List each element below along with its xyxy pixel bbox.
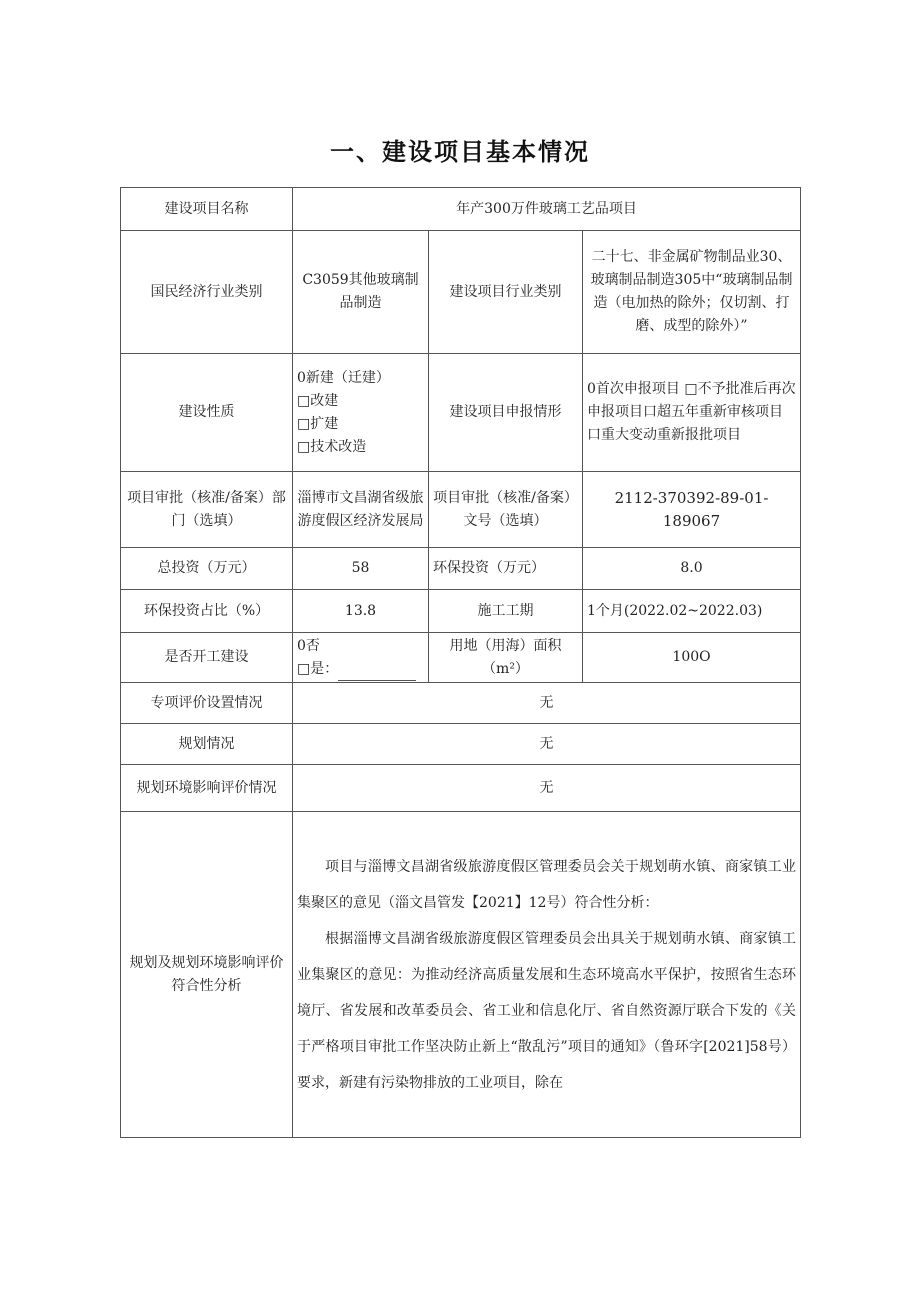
label-planning: 规划情况 bbox=[121, 724, 293, 765]
label-project-industry-category: 建设项目行业类别 bbox=[429, 231, 583, 354]
option-rebuild: □改建 bbox=[297, 392, 339, 409]
label-construction-period: 施工工期 bbox=[429, 590, 583, 633]
row-ratio bbox=[121, 590, 801, 633]
label-special-eval: 专项评价设置情况 bbox=[121, 683, 293, 724]
label-env-investment: 环保投资（万元） bbox=[429, 548, 583, 590]
label-approval-number: 项目审批（核准/备案）文号（选填） bbox=[429, 472, 583, 548]
option-yes: □是： bbox=[297, 660, 339, 677]
analysis-paragraph-1: 项目与淄博文昌湖省级旅游度假区管理委员会关于规划萌水镇、商家镇工业集聚区的意见（淄文昌管发【2021】12号）符合性分析： bbox=[297, 858, 797, 911]
page-title: 一、建设项目基本情况 bbox=[330, 138, 590, 166]
project-info-table bbox=[120, 187, 801, 1138]
analysis-paragraph-2: 根据淄博文昌湖省级旅游度假区管理委员会出具关于规划萌水镇、商家镇工业集聚区的意见：为推动经济高质量发展和生态环境高水平保护，按照省生态环境厅、省发展和改革委员会、省工业和信息化厅、省自然资源厅联合下发的《关于严格项目审批工作坚决防止新上“散乱污”项目的通知》（鲁环字[2021]58号）要求，新建有污染物排放的工业项目，除在 bbox=[297, 930, 797, 1091]
value-special-eval: 无 bbox=[293, 683, 801, 724]
value-land-area: 100O bbox=[583, 633, 801, 683]
row-started bbox=[121, 633, 801, 683]
row-project-name bbox=[121, 188, 801, 231]
option-expand: □扩建 bbox=[297, 415, 339, 432]
label-construction-nature: 建设性质 bbox=[121, 354, 293, 472]
row-special-eval bbox=[121, 683, 801, 724]
label-declaration-type: 建设项目申报情形 bbox=[429, 354, 583, 472]
label-industry-category: 国民经济行业类别 bbox=[121, 231, 293, 354]
label-analysis: 规划及规划环境影响评价符合性分析 bbox=[121, 812, 293, 1138]
value-industry-category: C3059其他玻璃制品制造 bbox=[293, 231, 429, 354]
value-approval-dept: 淄博市文昌湖省级旅游度假区经济发展局 bbox=[293, 472, 429, 548]
option-yes-line bbox=[297, 658, 424, 681]
value-project-name: 年产300万件玻璃工艺品项目 bbox=[293, 188, 801, 231]
value-declaration-type: 0首次申报项目 □不予批准后再次申报项目口超五年重新审核项目口重大变动重新报批项目 bbox=[583, 354, 801, 472]
value-approval-number: 2112-370392-89-01-189067 bbox=[583, 472, 801, 548]
row-nature bbox=[121, 354, 801, 472]
label-approval-dept: 项目审批（核准/备案）部门（选填） bbox=[121, 472, 293, 548]
option-tech-upgrade: □技术改造 bbox=[297, 438, 367, 455]
row-investment bbox=[121, 548, 801, 590]
value-planning-env: 无 bbox=[293, 765, 801, 812]
analysis-content bbox=[293, 812, 801, 1138]
value-project-industry-category: 二十七、非金属矿物制品业30、玻璃制品制造305中“玻璃制品制造（电加热的除外；仅切割、打磨、成型的除外）” bbox=[583, 231, 801, 354]
label-land-area: 用地（用海）面积（m²） bbox=[429, 633, 583, 683]
yes-blank-line bbox=[338, 666, 416, 681]
label-planning-env: 规划环境影响评价情况 bbox=[121, 765, 293, 812]
label-total-investment: 总投资（万元） bbox=[121, 548, 293, 590]
options-started bbox=[293, 633, 429, 683]
row-planning-env bbox=[121, 765, 801, 812]
option-new: 0新建（迁建） bbox=[297, 369, 390, 386]
row-industry bbox=[121, 231, 801, 354]
value-planning: 无 bbox=[293, 724, 801, 765]
label-project-name: 建设项目名称 bbox=[121, 188, 293, 231]
value-env-ratio: 13.8 bbox=[293, 590, 429, 633]
options-construction-nature bbox=[293, 354, 429, 472]
label-env-ratio: 环保投资占比（%） bbox=[121, 590, 293, 633]
value-env-investment: 8.0 bbox=[583, 548, 801, 590]
row-approval bbox=[121, 472, 801, 548]
row-analysis bbox=[121, 812, 801, 1138]
label-started: 是否开工建设 bbox=[121, 633, 293, 683]
value-construction-period: 1个月(2022.02~2022.03) bbox=[583, 590, 801, 633]
option-no: 0否 bbox=[297, 637, 320, 654]
value-total-investment: 58 bbox=[293, 548, 429, 590]
row-planning bbox=[121, 724, 801, 765]
